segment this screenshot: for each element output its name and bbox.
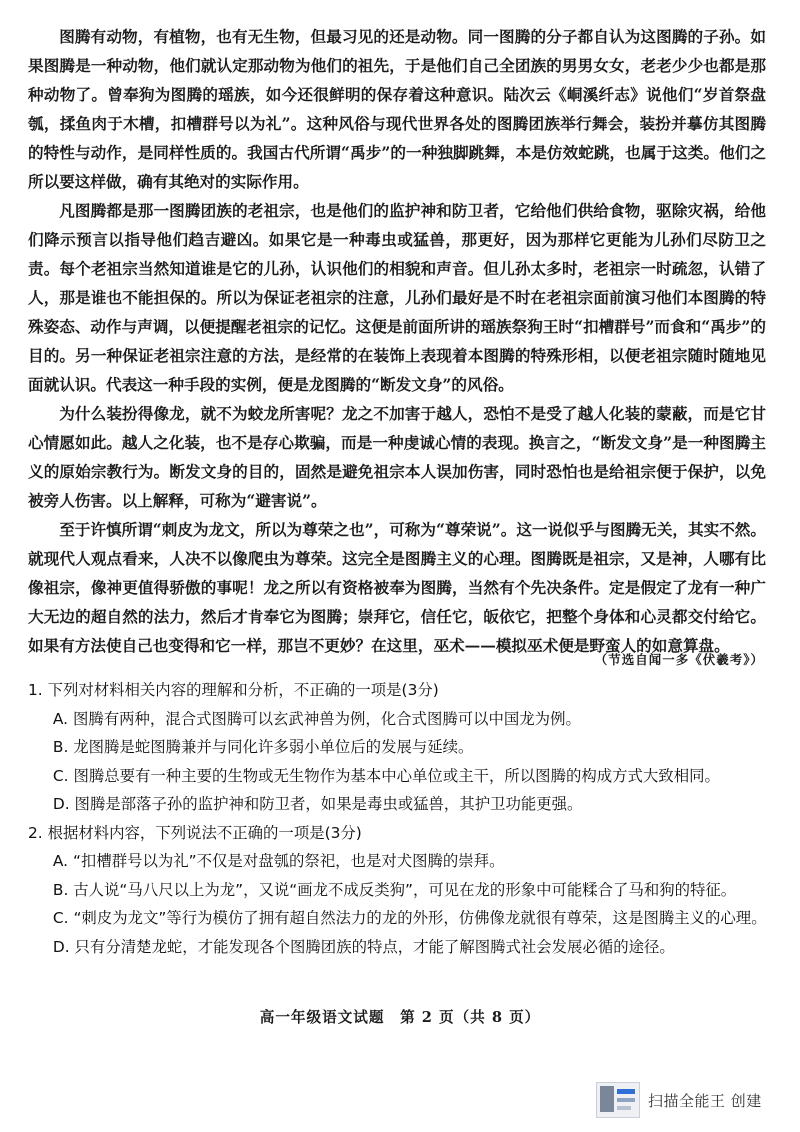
option-c: C. “刺皮为龙文”等行为模仿了拥有超自然法力的龙的外形，仿佛像龙就很有尊荣，这是图腾主义的心理。 bbox=[52, 909, 767, 927]
page-footer: 高一年级语文试题 第 2 页（共 8 页） bbox=[259, 1009, 541, 1026]
passage-source: （节选自闻一多《伏羲考》） bbox=[594, 652, 764, 667]
question-stem: 1. 下列对材料相关内容的理解和分析，不正确的一项是(3分) bbox=[28, 681, 439, 699]
question-1 bbox=[28, 676, 768, 819]
option-a: A. 图腾有两种，混合式图腾可以玄武神兽为例，化合式图腾可以中国龙为例。 bbox=[52, 709, 581, 728]
question-stem: 2. 根据材料内容，下列说法不正确的一项是(3分) bbox=[28, 823, 362, 842]
question-list bbox=[28, 676, 768, 961]
option-a: A. “扣槽群号以为礼”不仅是对盘瓠的祭祀，也是对犬图腾的崇拜。 bbox=[52, 852, 505, 870]
scanner-app-logo-icon bbox=[596, 1082, 640, 1118]
option-d: D. 只有分清楚龙蛇，才能发现各个图腾团族的特点，才能了解图腾式社会发展必循的途径。 bbox=[52, 937, 675, 956]
passage-paragraph-2: 凡图腾都是那一图腾团族的老祖宗，也是他们的监护神和防卫者，它给他们供给食物，驱除灾祸，给他们降示预言以指导他们趋吉避凶。如果它是一种毒虫或猛兽，那更好，因为那样它更能为儿孙们尽防卫之责。每个老祖宗当然知道谁是它的儿孙，认识他们的相貌和声音。但儿孙太多时，老祖宗一时疏忽，认错了人，那是谁也不能担保的。所以为保证老祖宗的注意，儿孙们最好是不时在老祖宗面前演习他们本图腾的特殊姿态、动作与声调，以便提醒老祖宗的记忆。这便是前面所讲的瑶族祭狗王时“扣槽群号”而食和“禹步”的目的。另一种保证老祖宗注意的方法，是经常的在装饰上表现着本图腾的特殊形相，以便老祖宗随时随地见面就认识。代表这一种手段的实例，便是龙图腾的“断发文身”的风俗。 bbox=[28, 201, 766, 394]
passage-paragraph-1: 图腾有动物，有植物，也有无生物，但最习见的还是动物。同一图腾的分子都自认为这图腾的子孙。如果图腾是一种动物，他们就认定那动物为他们的祖先，于是他们自己全团族的男男女女，老老少少也都是那种动物了。曾奉狗为图腾的瑶族，如今还很鲜明的保存着这种意识。陆次云《峒溪纤志》说他们“岁首祭盘瓠，揉鱼肉于木槽，扣槽群号以为礼”。这种风俗与现代世界各处的图腾团族举行舞会，装扮并摹仿其图腾的特性与动作，是同样性质的。我国古代所谓“禹步”的一种独脚跳舞，本是仿效蛇跳，也属于这类。他们之所以要这样做，确有其绝对的实际作用。 bbox=[28, 27, 766, 191]
reading-passage bbox=[28, 22, 766, 660]
option-b: B. 古人说“马八尺以上为龙”，又说“画龙不成反类狗”，可见在龙的形象中可能糅合了马和狗的特征。 bbox=[52, 880, 737, 899]
scanner-watermark bbox=[596, 1082, 786, 1118]
option-b: B. 龙图腾是蛇图腾兼并与同化许多弱小单位后的发展与延续。 bbox=[52, 738, 474, 756]
option-d: D. 图腾是部落子孙的监护神和防卫者，如果是毒虫或猛兽，其护卫功能更强。 bbox=[52, 795, 583, 813]
option-c: C. 图腾总要有一种主要的生物或无生物作为基本中心单位或主干，所以图腾的构成方式大致相同。 bbox=[52, 766, 720, 785]
question-2 bbox=[28, 819, 768, 962]
watermark-text: 扫描全能王 创建 bbox=[648, 1091, 762, 1110]
passage-paragraph-3: 为什么装扮得像龙，就不为蛟龙所害呢？龙之不加害于越人，恐怕不是受了越人化装的蒙蔽，而是它甘心情愿如此。越人之化装，也不是存心欺骗，而是一种虔诚心情的表现。换言之，“断发文身”是一种图腾主义的原始宗教行为。断发文身的目的，固然是避免祖宗本人误加伤害，同时恐怕也是给祖宗便于保护，以免被旁人伤害。以上解释，可称为“避害说”。 bbox=[28, 404, 766, 510]
passage-paragraph-4: 至于许慎所谓“刺皮为龙文，所以为尊荣之也”，可称为“尊荣说”。这一说似乎与图腾无关，其实不然。就现代人观点看来，人决不以像爬虫为尊荣。这完全是图腾主义的心理。图腾既是祖宗，又是神，人哪有比像祖宗，像神更值得骄傲的事呢！龙之所以有资格被奉为图腾，当然有个先决条件。定是假定了龙有一种广大无边的超自然的法力，然后才肯奉它为图腾；崇拜它，信任它，皈依它，把整个身体和心灵都交付给它。如果有方法使自己也变得和它一样，那岂不更妙？在这里，巫术——模拟巫术便是野蛮人的如意算盘。 bbox=[28, 520, 766, 655]
